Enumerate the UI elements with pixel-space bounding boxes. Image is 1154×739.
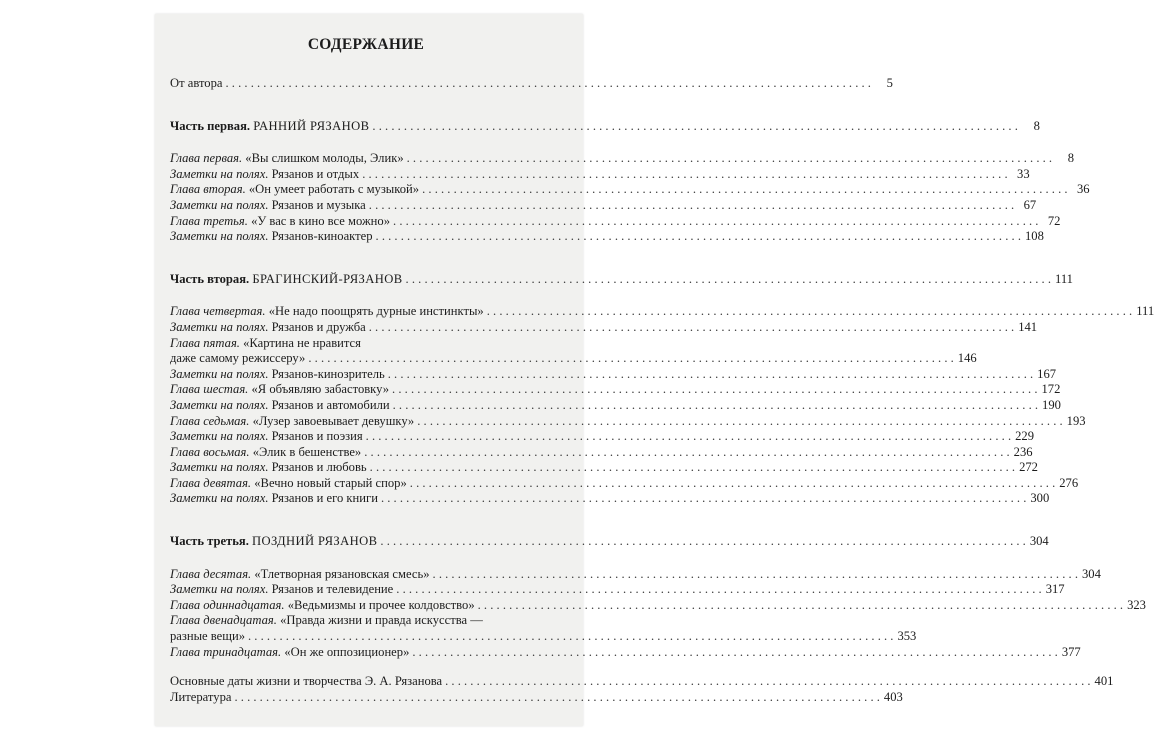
entry-text: Рязанов и его книги <box>271 491 378 506</box>
entry-label: Заметки на полях. <box>170 582 269 597</box>
entry-text: Рязанов и поэзия <box>271 429 363 444</box>
part-title: БРАГИНСКИЙ-РЯЗАНОВ <box>252 271 403 286</box>
leader-dots <box>393 398 1038 414</box>
part-label: Часть третья. <box>170 534 249 549</box>
leader-dots <box>478 598 1123 614</box>
toc-part-2 <box>170 271 1073 288</box>
entry-text: «Вечно новый старый спор» <box>254 475 407 490</box>
leader-dots <box>393 214 1038 230</box>
page-number: 304 <box>1081 566 1101 581</box>
leader-dots <box>410 476 1055 492</box>
leader-dots <box>412 645 1057 661</box>
page-number: 5 <box>886 76 893 90</box>
entry-text: Рязанов и дружба <box>271 319 366 334</box>
toc-entry <box>170 382 1061 398</box>
toc-entry <box>170 197 1037 214</box>
toc-entry <box>170 229 1044 245</box>
toc-entry-continuation <box>170 351 977 367</box>
toc-entry <box>170 475 1079 492</box>
page-number: 317 <box>1045 582 1065 597</box>
entry-text: «Лузер завоевывает девушку» <box>252 413 415 428</box>
toc-entry <box>170 460 1038 476</box>
entry-text: «Тлетворная рязановская смесь» <box>254 566 430 581</box>
entry-text: Рязанов и автомобили <box>271 397 390 412</box>
leader-dots <box>417 414 1062 430</box>
leader-dots <box>226 76 871 92</box>
toc-entry <box>170 429 1034 445</box>
page-number: 190 <box>1042 397 1061 412</box>
leader-dots <box>396 582 1041 598</box>
leader-dots <box>376 229 1021 245</box>
page-number: 167 <box>1037 366 1057 381</box>
toc-entry <box>170 566 1101 583</box>
entry-text: От автора <box>170 76 223 90</box>
toc-entry <box>170 366 1057 383</box>
page-number: 304 <box>1029 534 1049 549</box>
entry-label: Глава вторая. <box>170 182 246 197</box>
page-number: 229 <box>1015 429 1034 444</box>
toc-entry <box>170 491 1050 507</box>
entry-label: Глава шестая. <box>170 382 249 397</box>
leader-dots <box>364 445 1009 461</box>
toc-entry <box>170 582 1065 598</box>
part-title: ПОЗДНИЙ РЯЗАНОВ <box>252 534 378 549</box>
page-number: 323 <box>1127 597 1146 612</box>
leader-dots <box>362 167 1007 183</box>
leader-dots <box>372 119 1017 135</box>
entry-text: «Картина не нравится <box>243 335 361 350</box>
entry-label: Заметки на полях. <box>170 366 269 381</box>
entry-text: «Не надо поощрять дурные инстинкты» <box>268 304 484 319</box>
entry-label: Заметки на полях. <box>170 429 269 444</box>
toc-entry <box>170 304 1154 320</box>
entry-text: «Элик в бешенстве» <box>252 444 362 459</box>
leader-dots <box>406 272 1051 288</box>
leader-dots <box>366 429 1011 445</box>
entry-label: Глава первая. <box>170 151 243 166</box>
toc-entry <box>170 319 1038 336</box>
entry-text: «Правда жизни и правда искусства — <box>280 613 483 628</box>
toc-entry-literature <box>170 689 903 706</box>
entry-label: Глава одиннадцатая. <box>170 597 285 612</box>
entry-label: Глава тринадцатая. <box>170 644 282 659</box>
entry-text: «Я объявляю забастовку» <box>251 382 390 397</box>
entry-label: Глава десятая. <box>170 566 252 581</box>
toc-entry-chronology <box>170 674 1114 690</box>
entry-label: Заметки на полях. <box>170 397 269 412</box>
page-number: 36 <box>1076 182 1090 197</box>
leader-dots <box>370 460 1015 476</box>
leader-dots <box>381 491 1026 507</box>
leader-dots <box>380 534 1025 550</box>
entry-text: Рязанов-кинозритель <box>271 366 385 381</box>
entry-text: Рязанов и отдых <box>271 166 360 181</box>
toc-entry <box>170 213 1061 230</box>
entry-text: Основные даты жизни и творчества Э. А. Рязанова <box>170 674 443 689</box>
toc-entry-author-note <box>170 76 893 92</box>
page-number: 276 <box>1059 475 1079 490</box>
toc-entry-continuation <box>170 629 917 645</box>
leader-dots <box>369 320 1014 336</box>
entry-text: «У вас в кино все можно» <box>251 213 391 228</box>
toc-entry <box>170 182 1090 198</box>
page-number: 401 <box>1094 674 1114 689</box>
entry-text: «Ведьмизмы и прочее колдовство» <box>287 597 475 612</box>
entry-label: Заметки на полях. <box>170 491 269 506</box>
entry-label: Глава третья. <box>170 213 248 228</box>
page-number: 193 <box>1066 413 1086 428</box>
entry-text: «Он умеет работать с музыкой» <box>248 182 420 197</box>
toc-entry-first-line <box>170 336 562 352</box>
entry-label: Глава девятая. <box>170 475 252 490</box>
page-number: 67 <box>1023 197 1037 212</box>
entry-text: Рязанов и музыка <box>271 197 366 212</box>
toc-entry <box>170 151 1075 167</box>
page-number: 146 <box>957 351 977 366</box>
part-label: Часть первая. <box>170 118 251 133</box>
entry-label: Заметки на полях. <box>170 197 269 212</box>
toc-entry <box>170 644 1081 661</box>
page-number: 403 <box>883 689 903 704</box>
leader-dots <box>445 674 1090 690</box>
entry-text: «Вы слишком молоды, Элик» <box>245 151 404 166</box>
entry-text: «Он же оппозиционер» <box>284 644 410 659</box>
part-label: Часть вторая. <box>170 271 250 286</box>
toc-entry <box>170 397 1061 414</box>
entry-label: Заметки на полях. <box>170 460 269 475</box>
part-title: РАННИЙ РЯЗАНОВ <box>253 118 370 133</box>
entry-label: Глава двенадцатая. <box>170 613 277 628</box>
leader-dots <box>487 304 1132 320</box>
toc-part-1 <box>170 118 1040 135</box>
page-number: 8 <box>1033 118 1040 133</box>
entry-label: Заметки на полях. <box>170 319 269 334</box>
entry-label: Заметки на полях. <box>170 229 269 244</box>
leader-dots <box>407 151 1052 167</box>
entry-label: Глава восьмая. <box>170 444 250 459</box>
toc-entry <box>170 444 1033 461</box>
page-number: 111 <box>1136 304 1154 319</box>
entry-label: Глава пятая. <box>170 335 240 350</box>
leader-dots <box>248 629 893 645</box>
toc-entry <box>170 166 1030 183</box>
toc-title: СОДЕРЖАНИЕ <box>307 36 425 53</box>
entry-text: Рязанов-киноактер <box>271 229 373 244</box>
page-number: 33 <box>1017 166 1030 181</box>
entry-text: Рязанов и телевидение <box>271 582 394 597</box>
entry-text: даже самому режиссеру» <box>170 351 306 366</box>
page-number: 141 <box>1018 319 1038 334</box>
toc-entry-first-line <box>170 613 562 629</box>
entry-text: разные вещи» <box>170 629 245 644</box>
toc-part-3 <box>170 534 1049 550</box>
toc-entry <box>170 597 1146 614</box>
leader-dots <box>422 182 1067 198</box>
page-number: 172 <box>1041 382 1061 397</box>
page-number: 353 <box>897 629 917 644</box>
entry-label: Глава седьмая. <box>170 413 250 428</box>
book-page <box>155 14 1154 726</box>
table-of-contents <box>170 36 1154 705</box>
page-number: 72 <box>1047 213 1061 228</box>
leader-dots <box>388 367 1033 383</box>
entry-text: Литература <box>170 689 232 704</box>
leader-dots <box>392 382 1037 398</box>
entry-label: Заметки на полях. <box>170 166 269 181</box>
leader-dots <box>433 567 1078 583</box>
leader-dots <box>369 198 1014 214</box>
page-number: 272 <box>1019 460 1038 475</box>
toc-entry <box>170 413 1086 430</box>
page-number: 8 <box>1067 151 1075 166</box>
leader-dots <box>234 690 879 706</box>
leader-dots <box>308 351 953 367</box>
page-number: 108 <box>1024 229 1044 244</box>
page-number: 236 <box>1013 444 1033 459</box>
page-number: 111 <box>1055 271 1073 286</box>
page-number: 300 <box>1030 491 1050 506</box>
entry-label: Глава четвертая. <box>170 304 266 319</box>
entry-text: Рязанов и любовь <box>271 460 367 475</box>
page-number: 377 <box>1061 644 1081 659</box>
